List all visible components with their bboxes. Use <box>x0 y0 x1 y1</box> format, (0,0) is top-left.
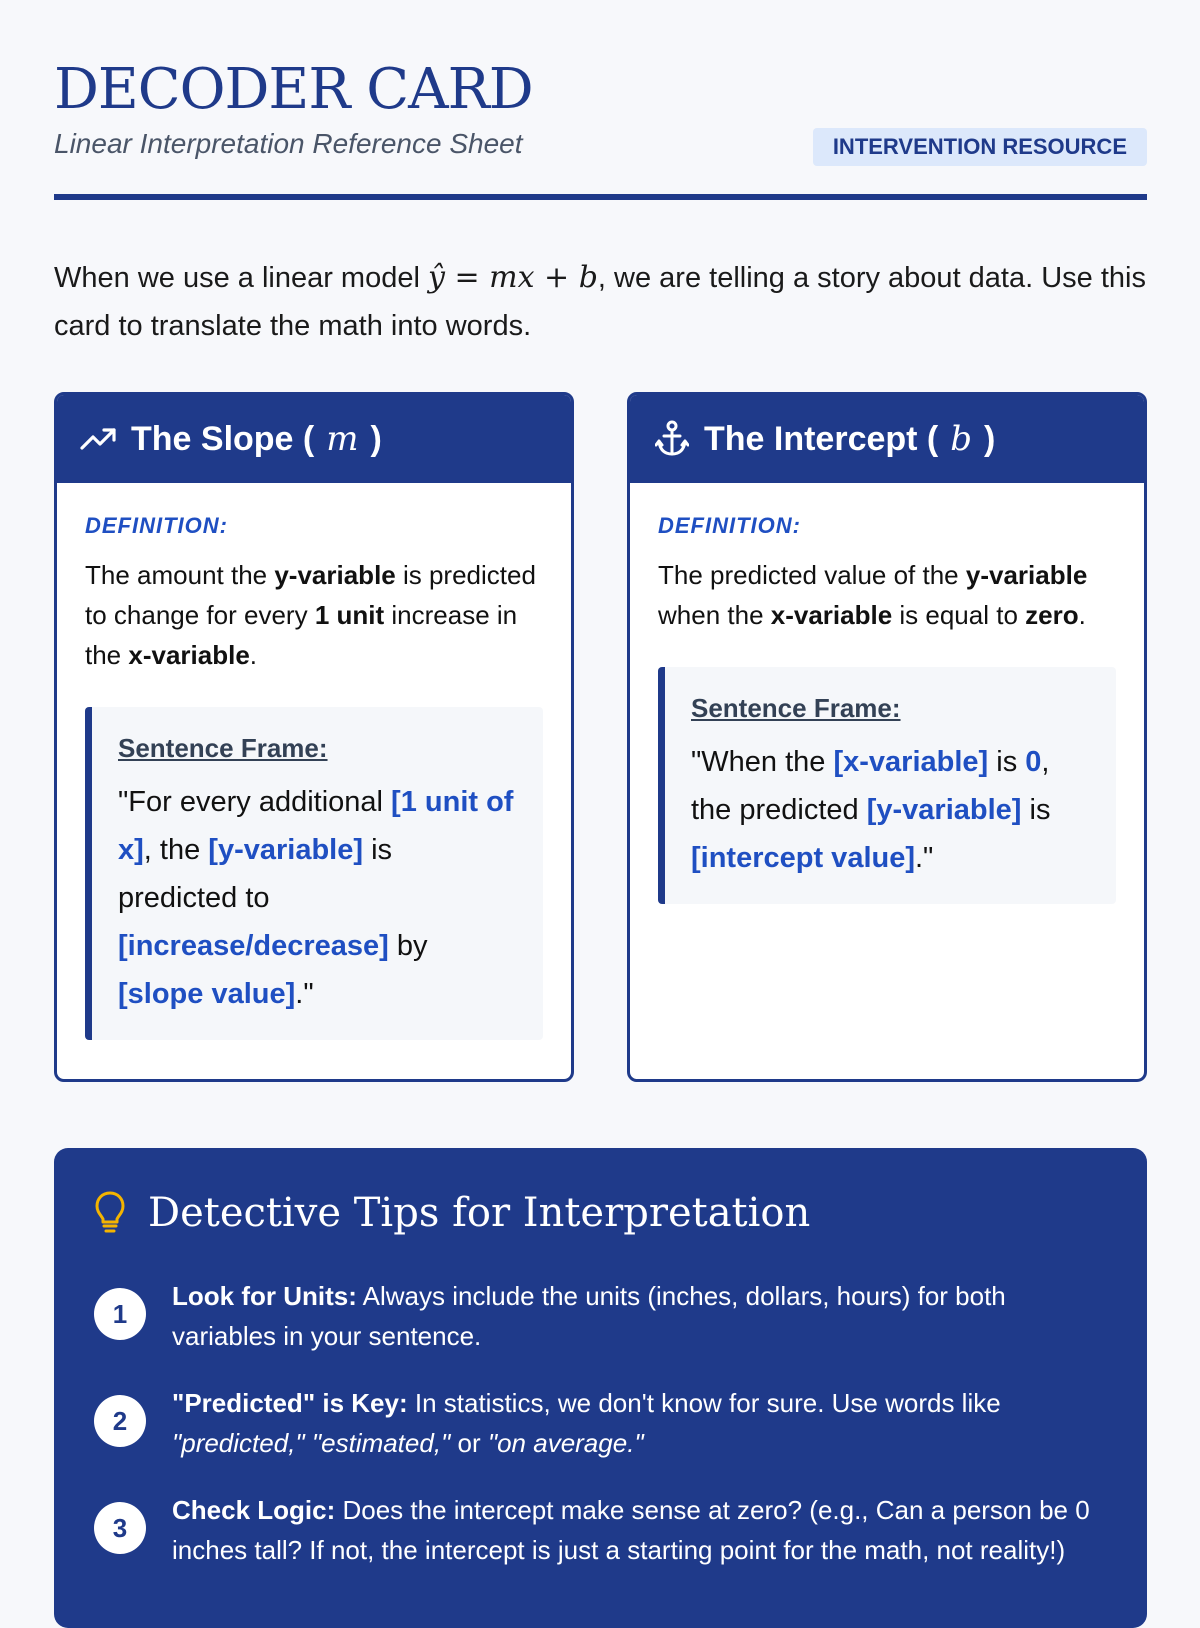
frame-text-part: , the predicted <box>691 746 1050 826</box>
lightbulb-icon <box>94 1190 134 1236</box>
resource-badge: INTERVENTION RESOURCE <box>813 128 1147 166</box>
frame-text-part: ." <box>915 842 934 874</box>
intercept-sentence-frame <box>658 667 1116 904</box>
anchor-icon <box>652 419 692 459</box>
tip-item-1 <box>94 1276 1104 1356</box>
trending-up-icon <box>79 419 119 459</box>
slope-card-body <box>57 483 571 1040</box>
tip-label: Check Logic: <box>172 1495 336 1525</box>
frame-placeholder: [1 unit of x] <box>118 786 514 866</box>
frame-text-part: is <box>1021 794 1051 826</box>
slope-frame-label: Sentence Frame: <box>118 733 328 763</box>
page-subtitle: Linear Interpretation Reference Sheet <box>54 128 523 159</box>
tips-title: Detective Tips for Interpretation <box>148 1190 811 1236</box>
slope-def-part: is predicted to change for every <box>85 560 536 630</box>
page-title: DECODER CARD <box>54 57 533 122</box>
slope-close-paren: ) <box>370 419 382 458</box>
frame-text-part: ." <box>295 978 314 1010</box>
slope-definition-label: DEFINITION: <box>85 513 228 538</box>
tip-label: "Predicted" is Key: <box>172 1388 408 1418</box>
tip-body: In statistics, we don't know for sure. Use words like <box>407 1388 1001 1418</box>
frame-placeholder: [increase/decrease] <box>118 930 389 962</box>
tips-heading <box>94 1190 810 1236</box>
intercept-def-part: . <box>1078 600 1086 630</box>
tip-item-2 <box>94 1383 1104 1463</box>
slope-variable: m <box>326 419 359 459</box>
frame-text-part: is <box>988 746 1026 778</box>
frame-text-part: by <box>388 930 428 962</box>
slope-definition <box>85 555 543 675</box>
intercept-card-header <box>630 395 1144 483</box>
frame-placeholder: [y-variable] <box>208 834 364 866</box>
frame-text-part: "When the <box>691 746 834 778</box>
intro-text-before: When we use a linear model <box>54 262 428 294</box>
intro-formula: ŷ = mx + b <box>427 260 598 295</box>
intercept-def-bold: x-variable <box>770 600 893 630</box>
slope-card <box>54 392 574 1082</box>
slope-def-bold: x-variable <box>128 640 250 670</box>
slope-def-part: The amount the <box>85 560 275 590</box>
frame-text-part: is predicted to <box>118 834 393 914</box>
tip-label: Look for Units: <box>172 1281 357 1311</box>
slope-def-bold: y-variable <box>274 560 396 590</box>
page-header <box>54 0 1147 200</box>
frame-text-part: "For every additional <box>118 786 392 818</box>
intercept-def-bold: y-variable <box>965 560 1088 590</box>
detective-tips-panel <box>54 1148 1147 1628</box>
slope-def-bold: 1 unit <box>314 600 385 630</box>
slope-sentence-frame <box>85 707 543 1040</box>
tip-quote: "predicted," <box>172 1428 305 1458</box>
frame-placeholder: [x-variable] <box>833 746 989 778</box>
intro-paragraph <box>54 254 1147 350</box>
frame-placeholder: [y-variable] <box>866 794 1022 826</box>
tip-text <box>172 1276 1104 1356</box>
tip-text <box>172 1383 1104 1463</box>
slope-open-paren: ( <box>293 419 315 458</box>
frame-placeholder: [slope value] <box>118 978 296 1010</box>
frame-placeholder: 0 <box>1025 746 1042 778</box>
intercept-definition-label: DEFINITION: <box>658 513 801 538</box>
intercept-card-body <box>630 483 1144 904</box>
frame-placeholder: [intercept value] <box>691 842 915 874</box>
slope-card-title: The Slope <box>131 419 294 458</box>
tip-number: 3 <box>94 1502 146 1554</box>
intercept-def-part: The predicted value of the <box>658 560 966 590</box>
intercept-frame-text <box>691 738 1092 882</box>
tip-item-3 <box>94 1490 1104 1570</box>
intercept-def-part: when the <box>658 600 771 630</box>
slope-card-header <box>57 395 571 483</box>
tip-body: Always include the units (inches, dollars, hours) for both variables in your sentence. <box>172 1281 1006 1351</box>
intercept-definition <box>658 555 1116 635</box>
tip-text <box>172 1490 1104 1570</box>
frame-text-part: , the <box>143 834 209 866</box>
intercept-frame-label: Sentence Frame: <box>691 693 901 723</box>
intercept-card <box>627 392 1147 1082</box>
intro-text-after: , we are telling a story about data. Use this card to translate the math into words. <box>54 262 1146 342</box>
tip-number: 2 <box>94 1395 146 1447</box>
intercept-def-part: is equal to <box>892 600 1026 630</box>
slope-def-part: increase in the <box>85 600 518 670</box>
slope-def-part: . <box>249 640 258 670</box>
intercept-def-bold: zero <box>1025 600 1079 630</box>
slope-frame-text <box>118 778 519 1018</box>
intercept-open-paren: ( <box>917 419 939 458</box>
header-divider <box>54 194 1147 200</box>
decoder-card-page <box>54 0 1147 1565</box>
tip-body: Does the intercept make sense at zero? (e.g., Can a person be 0 inches tall? If not, the intercept is just a starting point for the math, not reality!) <box>172 1495 1090 1565</box>
tip-body: or <box>450 1428 488 1458</box>
intercept-close-paren: ) <box>984 419 996 458</box>
tip-quote: "on average." <box>487 1428 644 1458</box>
intercept-variable: b <box>950 419 973 459</box>
intercept-card-title: The Intercept <box>704 419 918 458</box>
tip-number: 1 <box>94 1288 146 1340</box>
tip-quote: "estimated," <box>311 1428 451 1458</box>
